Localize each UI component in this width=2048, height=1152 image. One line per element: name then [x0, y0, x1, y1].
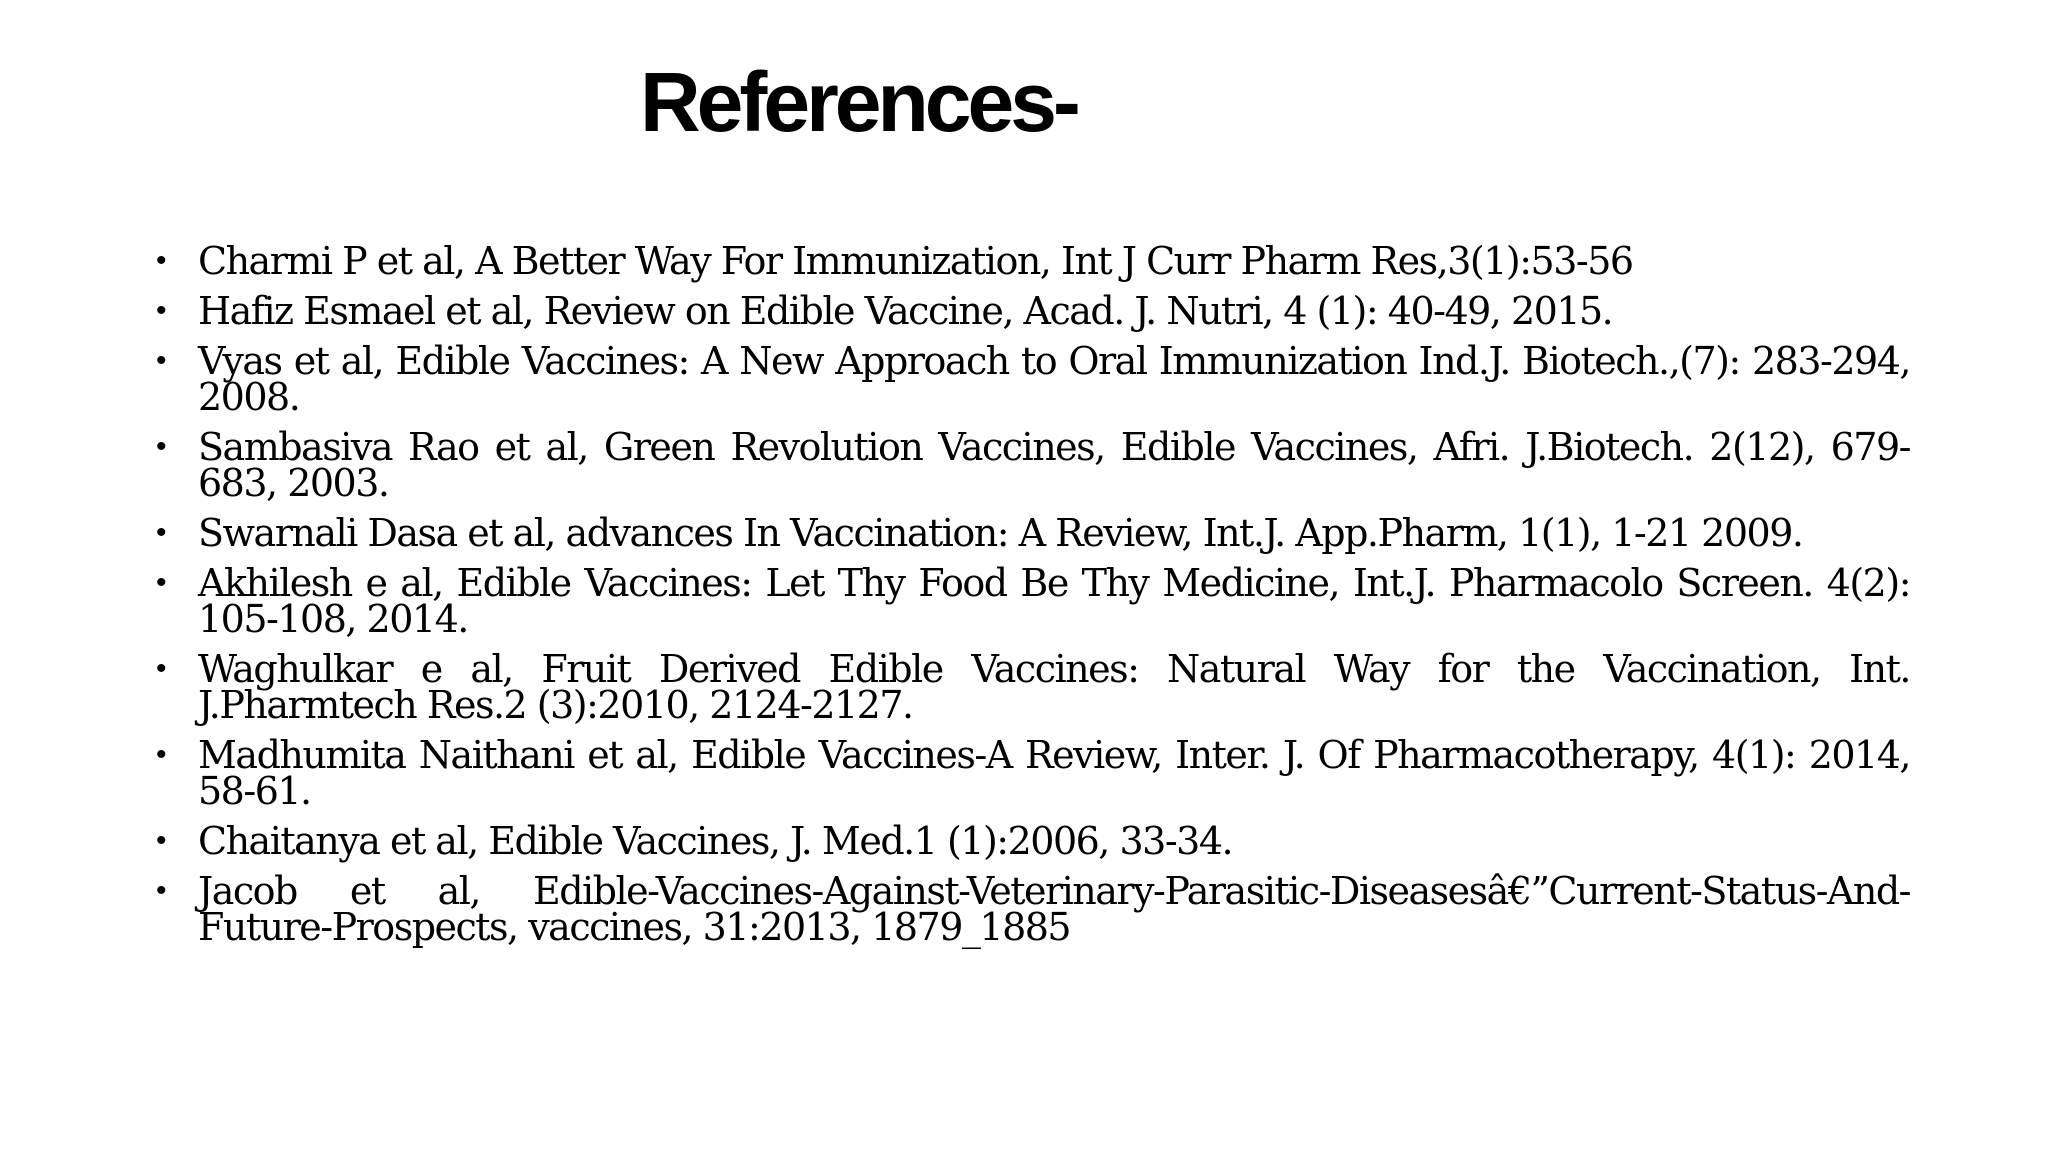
reference-item — [150, 511, 1910, 555]
reference-item — [150, 647, 1910, 727]
reference-item — [150, 733, 1910, 813]
reference-item — [150, 425, 1910, 505]
bullet-icon: • — [156, 824, 166, 857]
reference-item — [150, 239, 1910, 283]
bullet-icon: • — [156, 294, 166, 327]
reference-text: Jacob et al, Edible-Vaccines-Against-Veterinary-Parasitic-Diseasesâ€”Current-Status-And-Future-Prospects, vaccines, 31:2013, 1879_1885 — [198, 869, 1910, 949]
reference-text: Swarnali Dasa et al, advances In Vaccination: A Review, Int.J. App.Pharm, 1(1), 1-21 2009. — [198, 511, 1803, 555]
bullet-icon: • — [156, 516, 166, 549]
bullet-icon: • — [156, 652, 166, 685]
reference-item — [150, 339, 1910, 419]
slide-title: References- — [640, 55, 1077, 149]
reference-item — [150, 561, 1910, 641]
reference-item — [150, 289, 1910, 333]
bullet-icon: • — [156, 566, 166, 599]
reference-item — [150, 819, 1910, 863]
reference-text: Hafiz Esmael et al, Review on Edible Vaccine, Acad. J. Nutri, 4 (1): 40-49, 2015. — [198, 289, 1613, 333]
reference-text: Sambasiva Rao et al, Green Revolution Vaccines, Edible Vaccines, Afri. J.Biotech. 2(12), 679-683, 2003. — [198, 425, 1910, 505]
reference-text: Madhumita Naithani et al, Edible Vaccines-A Review, Inter. J. Of Pharmacotherapy, 4(1): 2014, 58-61. — [198, 733, 1910, 813]
bullet-icon: • — [156, 244, 166, 277]
bullet-icon: • — [156, 430, 166, 463]
bullet-icon: • — [156, 344, 166, 377]
reference-text: Vyas et al, Edible Vaccines: A New Approach to Oral Immunization Ind.J. Biotech.,(7): 283-294, 2008. — [198, 339, 1910, 419]
reference-text: Chaitanya et al, Edible Vaccines, J. Med.1 (1):2006, 33-34. — [198, 819, 1233, 863]
reference-list — [150, 239, 1910, 959]
bullet-icon: • — [156, 738, 166, 771]
reference-text: Waghulkar e al, Fruit Derived Edible Vaccines: Natural Way for the Vaccination, Int. J.Pharmtech Res.2 (3):2010, 2124-2127. — [198, 647, 1910, 727]
bullet-icon: • — [156, 874, 166, 907]
reference-text: Charmi P et al, A Better Way For Immunization, Int J Curr Pharm Res,3(1):53-56 — [198, 239, 1633, 283]
reference-text: Akhilesh e al, Edible Vaccines: Let Thy Food Be Thy Medicine, Int.J. Pharmacolo Screen. 4(2): 105-108, 2014. — [198, 561, 1910, 641]
reference-item — [150, 869, 1910, 949]
